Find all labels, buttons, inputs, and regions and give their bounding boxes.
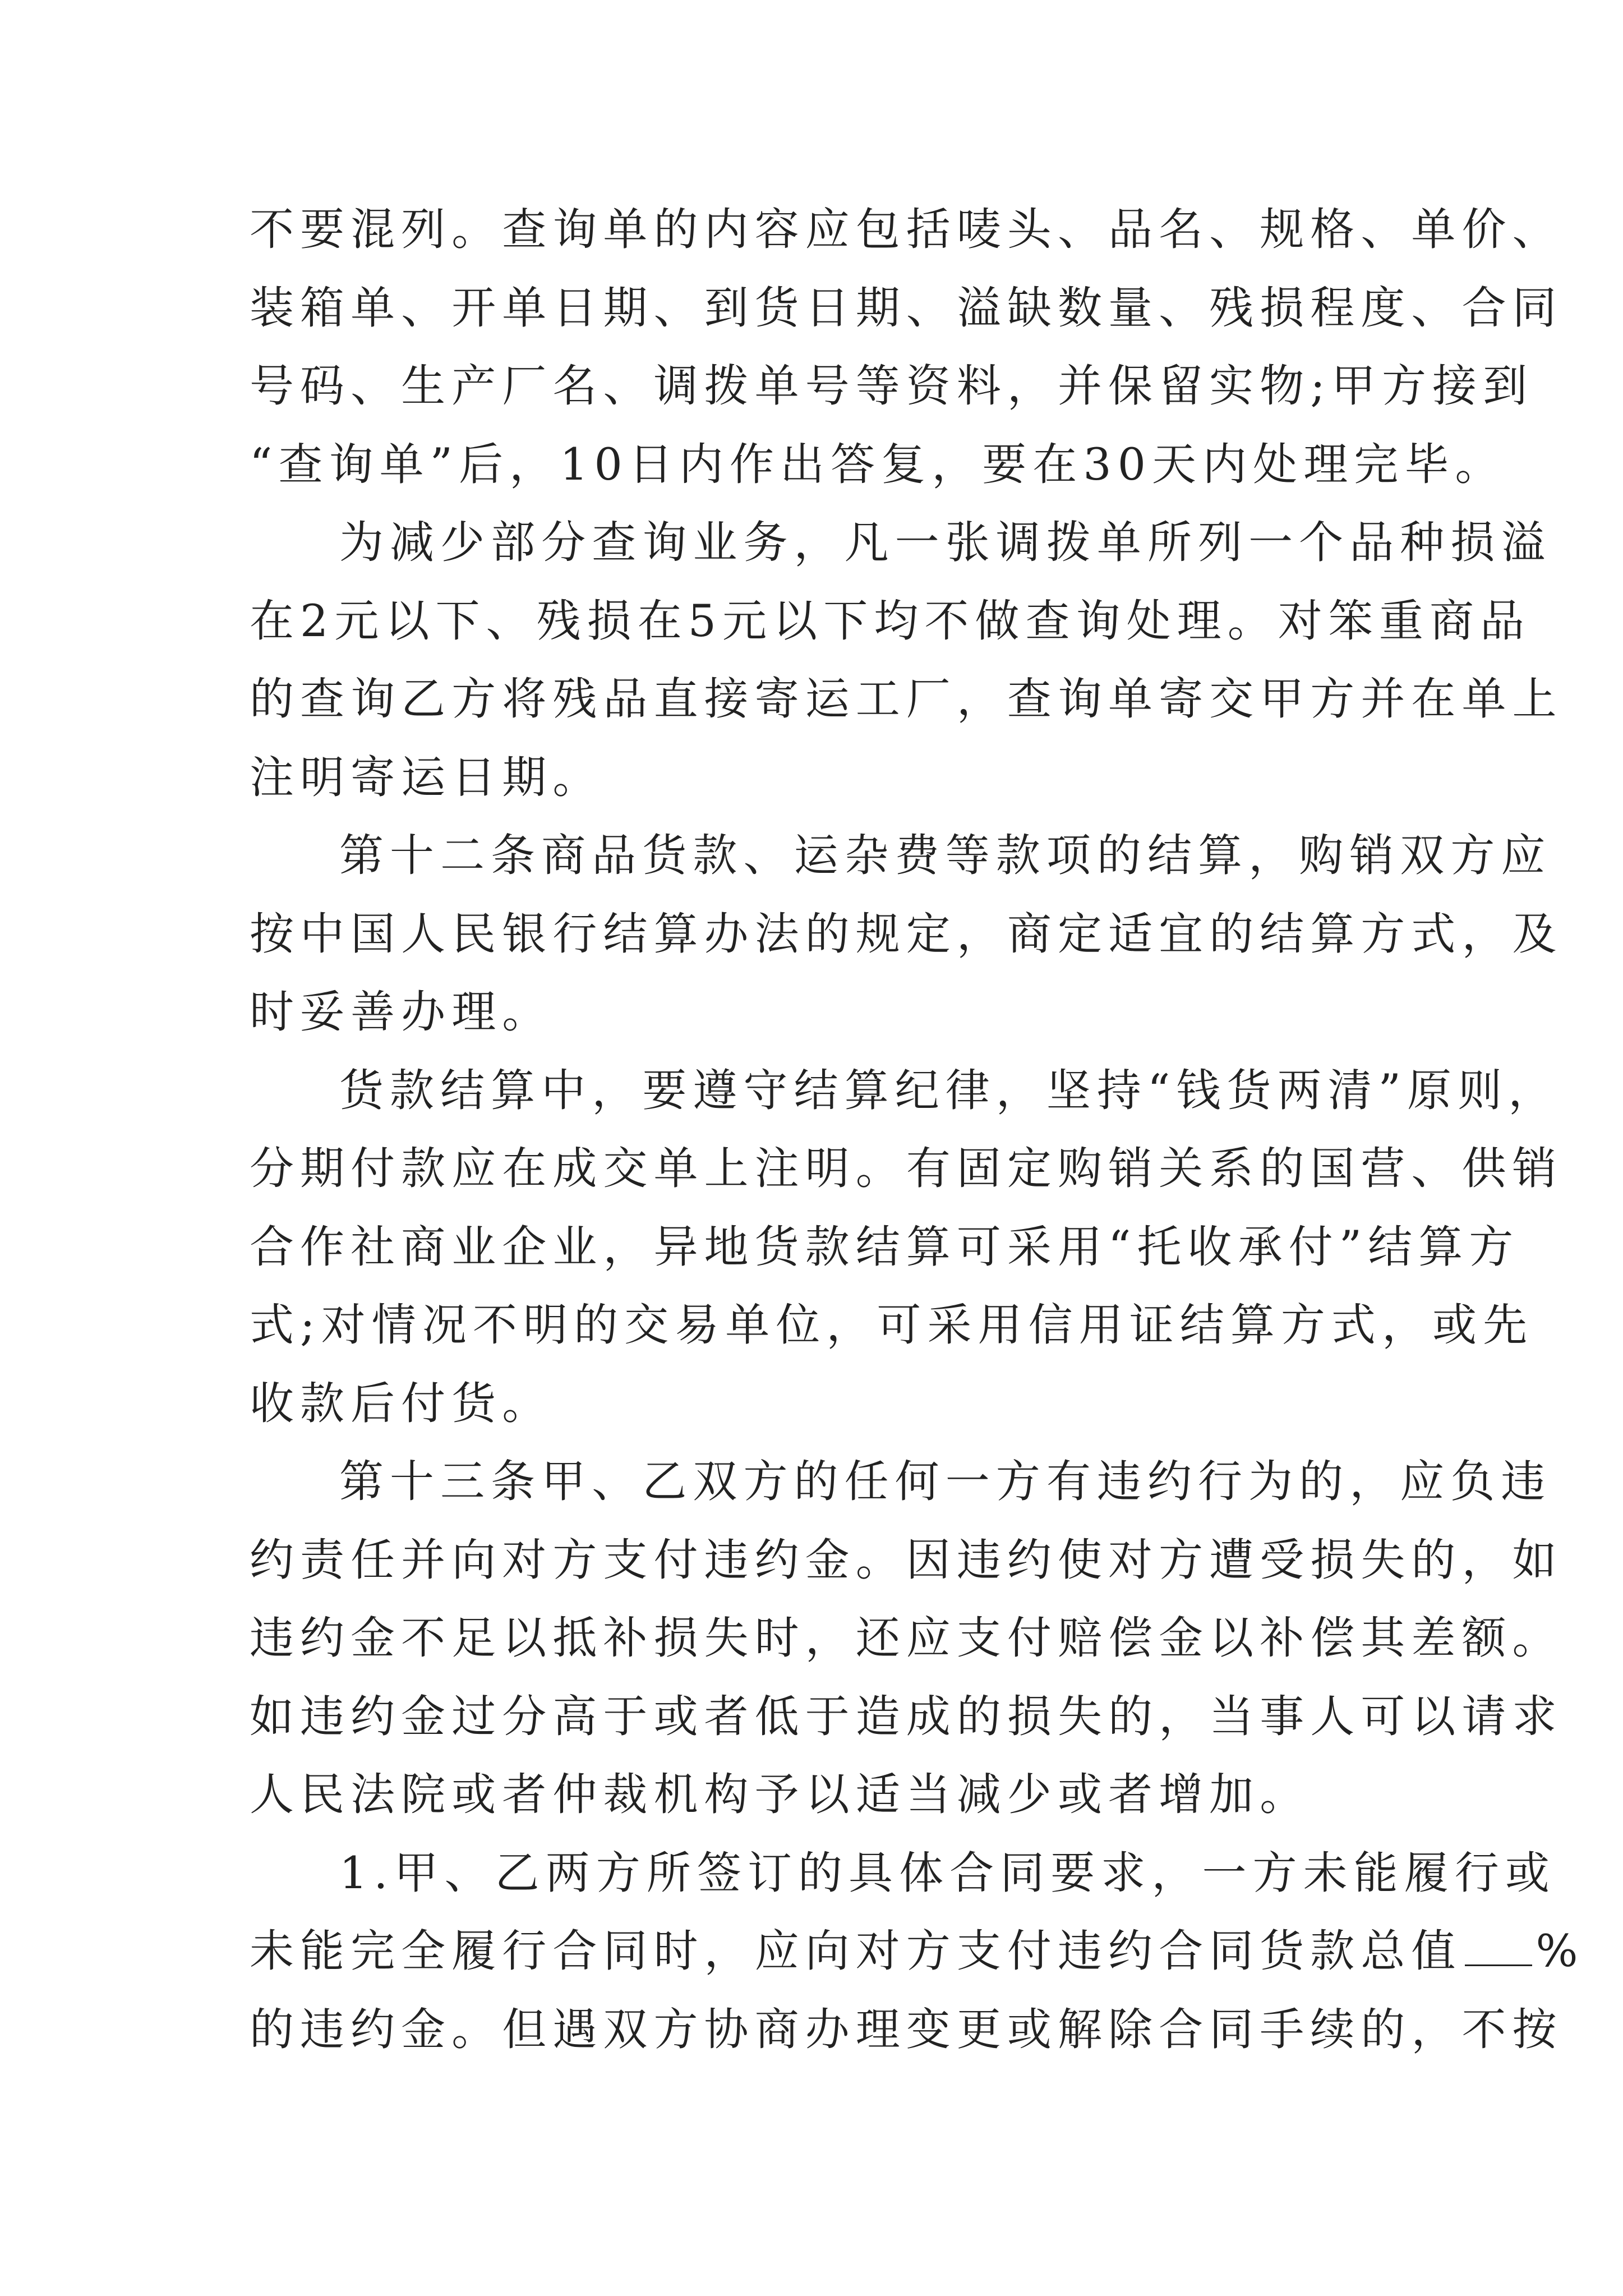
text-line: 的违约金。但遇双方协商办理变更或解除合同手续的，不按 <box>250 2003 1563 2055</box>
text-line: 在2元以下、残损在5元以下均不做查询处理。对笨重商品 <box>250 595 1531 647</box>
text-line: 约责任并向对方支付违约金。因违约使对方遭受损失的，如 <box>250 1534 1563 1586</box>
paragraph-first-line: 1.甲、乙两方所签订的具体合同要求，一方未能履行或 <box>339 1847 1556 1899</box>
text-line: 违约金不足以抵补损失时，还应支付赔偿金以补偿其差额。 <box>250 1612 1563 1664</box>
text-line: 合作社商业企业，异地货款结算可采用“托收承付”结算方 <box>250 1221 1520 1273</box>
text-segment: 未能完全履行合同时，应向对方支付违约合同货款总值 <box>250 1925 1462 1977</box>
text-line: 式;对情况不明的交易单位，可采用信用证结算方式，或先 <box>250 1299 1534 1351</box>
text-line: “查询单”后，10日内作出答复，要在30天内处理完毕。 <box>250 438 1506 490</box>
text-line: 如违约金过分高于或者低于造成的损失的，当事人可以请求 <box>250 1690 1563 1742</box>
paragraph-first-line: 货款结算中，要遵守结算纪律，坚持“钱货两清”原则， <box>339 1064 1559 1116</box>
percent-sign: % <box>1536 1925 1584 1977</box>
text-line: 时妥善办理。 <box>250 986 553 1038</box>
paragraph-first-line: 第十三条甲、乙双方的任何一方有违约行为的，应负违 <box>339 1456 1552 1507</box>
paragraph-first-line: 第十二条商品货款、运杂费等款项的结算，购销双方应 <box>339 830 1552 881</box>
text-line: 分期付款应在成交单上注明。有固定购销关系的国营、供销 <box>250 1143 1563 1194</box>
text-line: 不要混列。查询单的内容应包括唛头、品名、规格、单价、 <box>250 204 1563 255</box>
text-line: 号码、生产厂名、调拨单号等资料，并保留实物;甲方接到 <box>250 360 1534 412</box>
text-line: 收款后付货。 <box>250 1377 553 1429</box>
document-body <box>250 191 1584 2069</box>
fill-in-blank <box>1465 1925 1532 1966</box>
text-line: 装箱单、开单日期、到货日期、溢缺数量、残损程度、合同 <box>250 282 1563 334</box>
text-line: 按中国人民银行结算办法的规定，商定适宜的结算方式，及 <box>250 908 1563 960</box>
text-line: 人民法院或者仲裁机构予以适当减少或者增加。 <box>250 1769 1311 1820</box>
text-line: 注明寄运日期。 <box>250 751 603 803</box>
paragraph-first-line: 为减少部分查询业务，凡一张调拨单所列一个品种损溢 <box>339 517 1552 568</box>
text-line: 的查询乙方将残品直接寄运工厂，查询单寄交甲方并在单上 <box>250 673 1563 725</box>
text-line-with-blank <box>250 1912 1584 1991</box>
